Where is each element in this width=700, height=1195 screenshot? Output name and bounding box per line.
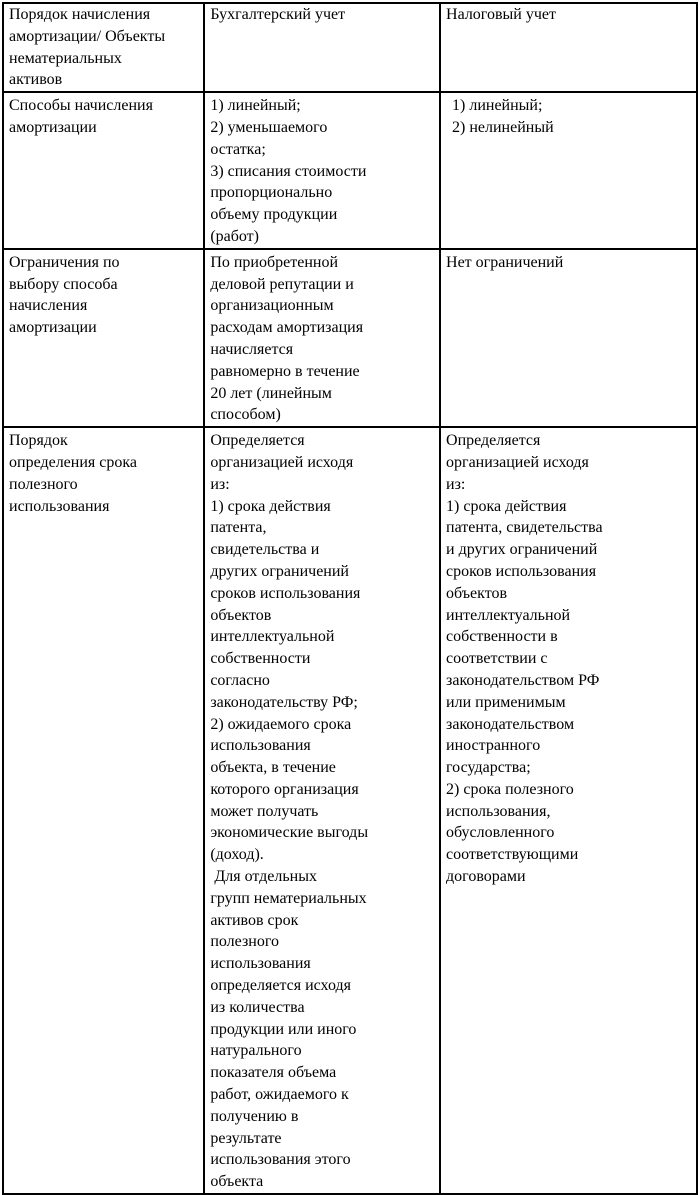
text-line: объему продукции [210,206,338,224]
text-line: Порядок начисления [9,6,151,23]
text-line: продукции или иного [210,1020,357,1038]
text-line: может получать [210,802,319,820]
cell-text [446,95,693,139]
text-line: (доход). [210,846,264,864]
cell-text [210,430,436,1193]
row-label-methods [3,92,204,249]
text-line: свидетельства и [210,541,320,559]
text-line: Налоговый учет [446,6,556,23]
tax-useful-life-cell [440,427,697,1194]
text-line: 2) нелинейный [452,118,554,136]
text-line: 1) линейный; [452,97,543,115]
text-line: нематериальных [9,49,122,67]
text-line: интеллектуальной [210,628,335,646]
text-line: (работ) [210,227,259,245]
cell-text [210,252,436,426]
text-line: Способы начисления [9,97,153,115]
header-cell-tax [440,3,697,92]
text-line: начисляется [210,340,294,358]
text-line: активов срок [210,911,299,929]
text-line: соответствующими [446,846,579,864]
tax-restrictions-cell [440,249,697,427]
text-line: Определяется [446,432,541,450]
text-line: использования, [446,802,551,820]
text-line: договорами [446,868,526,886]
text-line: деловой репутации и [210,275,354,293]
cell-text [210,4,436,26]
row-label-useful-life [3,427,204,1194]
cell-text [9,430,200,517]
text-line: натурального [210,1042,302,1060]
text-line: использования [9,497,110,515]
text-line: полезного [210,933,279,951]
text-line: работ, ожидаемого к [210,1086,349,1104]
text-line: сроков использования [210,584,361,602]
text-line: других ограничений [210,562,349,580]
cell-text [9,252,200,339]
text-line: 1) линейный; [210,97,301,115]
text-line: полезного [9,475,78,493]
text-line: которого организация [210,780,359,798]
text-line: и других ограничений [446,541,598,559]
cell-text [9,4,200,91]
text-line: интеллектуальной [446,606,571,624]
text-line: пропорционально [210,184,333,202]
text-line: объекта [210,1173,264,1191]
text-line: использования [210,955,311,973]
text-line: начисления [9,297,88,315]
cell-text [210,95,436,248]
text-line: 1) срока действия [446,497,567,515]
cell-text [446,252,693,274]
accounting-methods-cell [204,92,440,249]
text-line: активов [9,71,63,89]
table-row [3,427,697,1194]
text-line: организацией исходя [446,453,589,471]
text-line: патента, свидетельства [446,519,603,537]
table-row [3,92,697,249]
text-line: остатка; [210,140,266,158]
text-line: объектов [446,584,508,602]
text-line: 1) срока действия [210,497,331,515]
text-line: экономические выгоды [210,824,369,842]
text-line: из: [446,475,466,493]
text-line: собственности в [446,628,558,646]
header-cell-order [3,3,204,92]
text-line: равномерно в течение [210,362,360,380]
text-line: 2) уменьшаемого [210,118,328,136]
text-line: обусловленного [446,824,555,842]
text-line: законодательством РФ [446,671,600,689]
text-line: групп нематериальных [210,889,367,907]
text-line: иностранного [446,737,541,755]
text-line: Ограничения по [9,253,120,271]
amortization-comparison-table [2,2,698,1195]
text-line: Бухгалтерский учет [210,6,346,23]
text-line: способом) [210,406,281,424]
text-line: из: [210,475,230,493]
text-line: из количества [210,998,305,1016]
text-line: Нет ограничений [446,253,564,271]
text-line: амортизации/ Объекты [9,27,166,45]
text-line: результате [210,1129,282,1147]
text-line: соответствии с [446,650,548,668]
text-line: или применимым [446,693,566,711]
accounting-useful-life-cell [204,427,440,1194]
text-line: объектов [210,606,272,624]
text-line: амортизации [9,319,97,337]
text-line: собственности [210,650,311,668]
text-line: согласно [210,671,270,689]
text-line: организацией исходя [210,453,354,471]
text-line: законодательству РФ; [210,693,358,711]
text-line: определяется исходя [210,977,351,995]
text-line: законодательством [446,715,575,733]
text-line: 3) списания стоимости [210,162,367,180]
text-line: использования [210,737,311,755]
text-line: получению в [210,1107,299,1125]
accounting-restrictions-cell [204,249,440,427]
text-line: 2) ожидаемого срока [210,715,352,733]
cell-text [446,4,693,26]
table-row [3,249,697,427]
text-line: организационным [210,297,334,315]
text-line: 20 лет (линейным [210,384,332,402]
cell-text [9,95,200,139]
text-line: Определяется [210,432,305,450]
text-line: сроков использования [446,562,597,580]
header-cell-accounting [204,3,440,92]
table-header-row [3,3,697,92]
text-line: 2) срока полезного [446,780,574,798]
text-line: выбору способа [9,275,118,293]
text-line: объекта, в течение [210,759,336,777]
text-line: Для отдельных [210,868,317,886]
text-line: Порядок [9,432,68,450]
text-line: амортизации [9,118,97,136]
text-line: использования этого [210,1151,351,1169]
text-line: расходам амортизация [210,319,364,337]
text-line: государства; [446,759,531,777]
text-line: патента, [210,519,267,537]
cell-text [446,430,693,888]
row-label-restrictions [3,249,204,427]
text-line: По приобретенной [210,253,339,271]
tax-methods-cell [440,92,697,249]
text-line: показателя объема [210,1064,337,1082]
text-line: определения срока [9,453,137,471]
